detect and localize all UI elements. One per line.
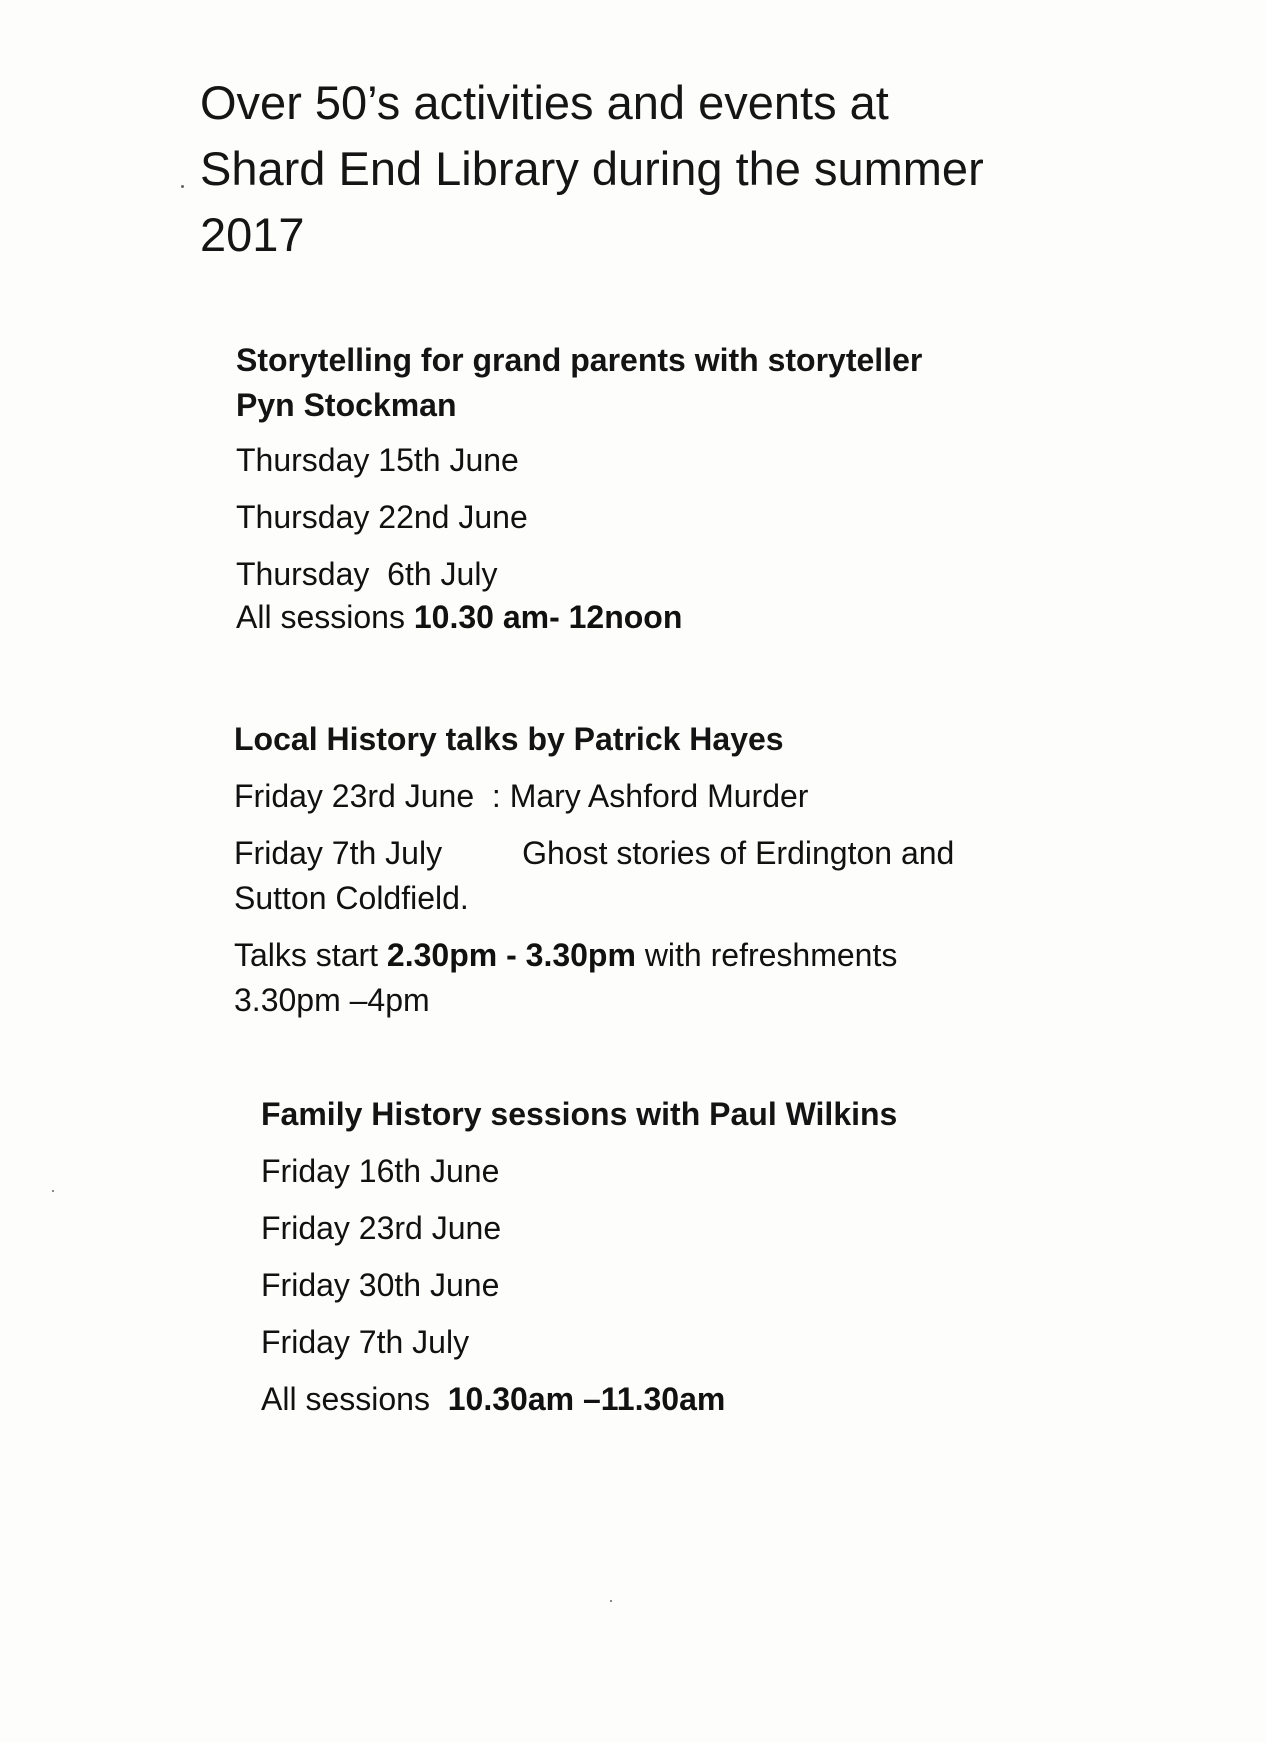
family-history-heading: Family History sessions with Paul Wilkins [261, 1096, 898, 1132]
storytelling-date: Thursday 6th July [236, 556, 498, 592]
scan-speck [181, 185, 184, 188]
scan-speck [610, 1600, 612, 1602]
storytelling-date: Thursday 15th June [236, 442, 519, 478]
family-history-date: Friday 7th July [261, 1324, 470, 1360]
local-history-heading: Local History talks by Patrick Hayes [234, 721, 784, 757]
talk-times-suffix: with refreshments [635, 937, 898, 973]
storytelling-heading-line-1: Storytelling for grand parents with storyteller [236, 342, 923, 378]
page-title [200, 70, 1100, 268]
family-history-date: Friday 23rd June [261, 1210, 502, 1246]
title-line-3: 2017 [200, 208, 305, 261]
session-times-prefix: All sessions [261, 1381, 448, 1417]
local-history-talk [234, 831, 1134, 876]
storytelling-session-times [236, 595, 1136, 640]
storytelling-heading-line-2: Pyn Stockman [236, 387, 457, 423]
storytelling-heading [236, 338, 1136, 428]
title-line-1: Over 50’s activities and events at [200, 76, 889, 129]
family-history-date: Friday 30th June [261, 1267, 500, 1303]
session-times-value: 10.30am –11.30am [447, 1381, 726, 1417]
local-history-section [234, 717, 1134, 1023]
family-history-session-times [261, 1377, 1161, 1422]
session-times-value: 10.30 am- 12noon [413, 599, 683, 635]
session-times-prefix: All sessions [236, 599, 414, 635]
title-line-2: Shard End Library during the summer [200, 142, 984, 195]
talk-date: Friday 7th July [234, 835, 443, 871]
talk-times-prefix: Talks start [234, 937, 387, 973]
talk-title: Ghost stories of Erdington and [522, 835, 955, 871]
family-history-date: Friday 16th June [261, 1153, 500, 1189]
talk-times-value: 2.30pm - 3.30pm [386, 937, 636, 973]
storytelling-date: Thursday 22nd June [236, 499, 528, 535]
local-history-talk: Friday 23rd June : Mary Ashford Murder [234, 778, 809, 814]
local-history-talk-times [234, 933, 1134, 978]
family-history-section [261, 1092, 1161, 1422]
local-history-talk-continued: Sutton Coldfield. [234, 880, 469, 916]
scan-speck [52, 1190, 54, 1192]
storytelling-section [236, 338, 1136, 640]
refreshments-time: 3.30pm –4pm [234, 982, 430, 1018]
